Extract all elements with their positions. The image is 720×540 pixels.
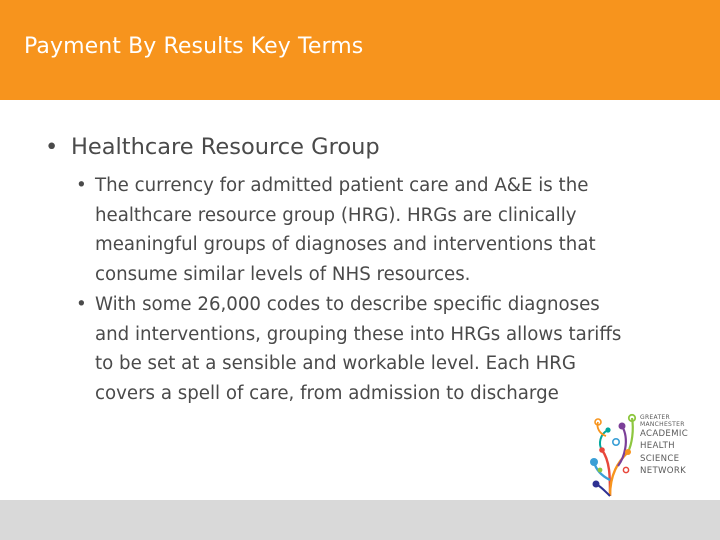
slide-title: Payment By Results Key Terms — [24, 34, 364, 59]
text-line: The currency for admitted patient care and A&E is the — [95, 175, 589, 196]
text-line: covers a spell of care, from admission to discharge — [95, 382, 559, 404]
text-line: With some 26,000 codes to describe specific diagnoses — [95, 294, 600, 315]
text-line: to be set at a sensible and workable level. Each HRG — [95, 353, 576, 374]
logo-line: HEALTH — [640, 441, 675, 452]
title-bar — [0, 0, 720, 100]
footer-bar — [0, 500, 720, 540]
text-line: meaningful groups of diagnoses and interventions that — [95, 234, 596, 255]
logo-line: ACADEMIC — [640, 429, 689, 439]
logo-line: GREATER — [640, 414, 670, 421]
bullet-dot-icon: • — [45, 134, 59, 160]
text-line: consume similar levels of NHS resources. — [95, 263, 471, 285]
bullet-level1-text: Healthcare Resource Group — [71, 134, 380, 160]
logo-line: MANCHESTER — [640, 421, 685, 428]
bullet-dot-icon: • — [76, 175, 87, 196]
logo-line: SCIENCE — [640, 453, 680, 464]
text-line: healthcare resource group (HRG). HRGs are clinically — [95, 204, 577, 226]
bullet-dot-icon: • — [76, 294, 87, 315]
bullet-level2-text — [95, 171, 655, 289]
bullet-level2-text — [95, 290, 655, 408]
logo-wordmark — [640, 414, 688, 478]
logo-line: NETWORK — [640, 466, 687, 477]
text-line: and interventions, grouping these into HRGs allows tariffs — [95, 323, 622, 345]
